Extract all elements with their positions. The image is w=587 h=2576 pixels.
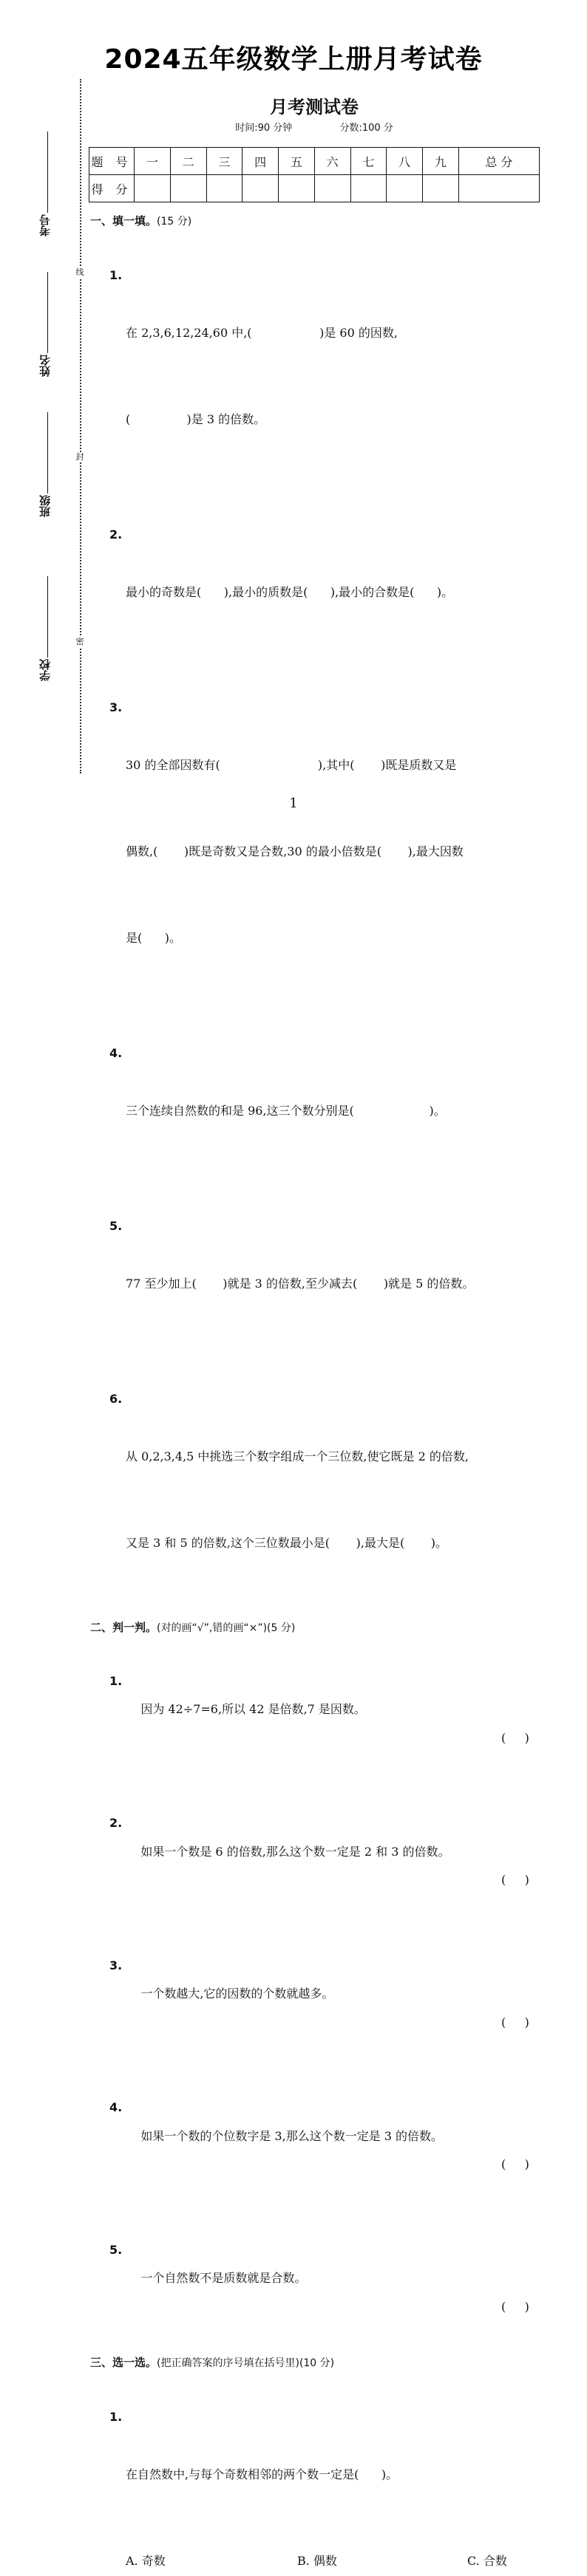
score-col-8: 八 bbox=[387, 148, 423, 175]
section-2-heading bbox=[90, 1616, 543, 1639]
question-number: 1. bbox=[109, 2409, 123, 2424]
choice-options bbox=[90, 2546, 543, 2576]
score-col-1: 一 bbox=[135, 148, 171, 175]
question-1-5 bbox=[90, 1183, 543, 1356]
score-table-header-row bbox=[89, 148, 540, 175]
field-label-exam-number: 考号 bbox=[38, 214, 52, 236]
score-input-7[interactable] bbox=[350, 175, 387, 202]
question-text: 如果一个数的个位数字是 3,那么这个数一定是 3 的倍数。 bbox=[140, 2128, 444, 2143]
score-table bbox=[89, 147, 540, 202]
answer-parentheses[interactable]: ( ) bbox=[501, 1730, 529, 1745]
judge-item-3 bbox=[90, 1923, 543, 2066]
option-b[interactable]: B. 偶数 bbox=[297, 2553, 337, 2568]
question-number: 3. bbox=[109, 1958, 123, 1972]
section-2-title: 二、判一判。 bbox=[90, 1621, 157, 1634]
question-text-cont: 又是 3 和 5 的倍数,这个三位数最小是( ),最大是( )。 bbox=[126, 1536, 448, 1550]
question-text: 77 至少加上( )就是 3 的倍数,至少减去( )就是 5 的倍数。 bbox=[126, 1277, 475, 1291]
question-number: 5. bbox=[109, 1219, 123, 1233]
question-text-cont: 偶数,( )既是奇数又是合数,30 的最小倍数是( ),最大因数 bbox=[126, 844, 464, 858]
answer-parentheses[interactable]: ( ) bbox=[501, 2299, 529, 2314]
score-col-4: 四 bbox=[242, 148, 279, 175]
score-col-7: 七 bbox=[350, 148, 387, 175]
score-cell-label: 题 号 bbox=[89, 148, 135, 175]
question-text: 最小的奇数是( ),最小的质数是( ),最小的合数是( )。 bbox=[126, 585, 454, 599]
score-input-1[interactable] bbox=[135, 175, 171, 202]
answer-parentheses[interactable]: ( ) bbox=[501, 2015, 529, 2029]
option-c[interactable]: C. 合数 bbox=[467, 2553, 507, 2568]
exam-meta bbox=[89, 120, 540, 134]
score-col-9: 九 bbox=[423, 148, 459, 175]
question-text: 因为 42÷7=6,所以 42 是倍数,7 是因数。 bbox=[140, 1702, 366, 1716]
question-text: 三个连续自然数的和是 96,这三个数分别是( )。 bbox=[126, 1104, 446, 1118]
score-col-total: 总 分 bbox=[458, 148, 539, 175]
score-col-2: 二 bbox=[170, 148, 206, 175]
question-number: 2. bbox=[109, 1816, 123, 1830]
exam-score: 分数:100 分 bbox=[339, 123, 393, 134]
question-text: 一个数越大,它的因数的个数就越多。 bbox=[140, 1986, 334, 2001]
score-input-total[interactable] bbox=[458, 175, 539, 202]
field-name[interactable] bbox=[15, 272, 74, 383]
field-underline bbox=[47, 412, 48, 493]
score-input-5[interactable] bbox=[279, 175, 315, 202]
score-input-9[interactable] bbox=[423, 175, 459, 202]
answer-parentheses[interactable]: ( ) bbox=[501, 1873, 529, 1887]
binding-dotted-line bbox=[80, 79, 81, 773]
question-text: 30 的全部因数有( ),其中( )既是质数又是 bbox=[126, 758, 457, 772]
question-number: 1. bbox=[109, 1673, 123, 1688]
question-1-3 bbox=[90, 664, 543, 1010]
answer-parentheses[interactable]: ( ) bbox=[501, 2157, 529, 2171]
field-label-school: 学校 bbox=[38, 659, 52, 681]
question-text: 在 2,3,6,12,24,60 中,( )是 60 的因数, bbox=[126, 326, 398, 340]
score-col-5: 五 bbox=[279, 148, 315, 175]
section-1-note: (15 分) bbox=[157, 216, 192, 228]
score-table-score-row bbox=[89, 175, 540, 202]
question-3-1 bbox=[90, 2374, 543, 2546]
question-text: 从 0,2,3,4,5 中挑选三个数字组成一个三位数,使它既是 2 的倍数, bbox=[126, 1449, 469, 1463]
score-input-2[interactable] bbox=[170, 175, 206, 202]
binding-mark-xian: 线 bbox=[74, 267, 86, 278]
question-1-2 bbox=[90, 491, 543, 664]
question-1-6 bbox=[90, 1356, 543, 1615]
option-a[interactable]: A. 奇数 bbox=[126, 2553, 166, 2568]
page-number: 1 bbox=[289, 796, 298, 811]
question-text-cont: 是( )。 bbox=[126, 931, 182, 945]
section-3-heading bbox=[90, 2351, 543, 2374]
judge-item-2 bbox=[90, 1781, 543, 1924]
exam-content bbox=[90, 210, 543, 2576]
question-1-1 bbox=[90, 232, 543, 491]
field-label-name: 姓名 bbox=[38, 355, 52, 377]
question-number: 3. bbox=[109, 700, 123, 714]
page-title: 2024五年级数学上册月考试卷 bbox=[104, 44, 483, 75]
judge-item-1 bbox=[90, 1639, 543, 1781]
field-underline bbox=[47, 131, 48, 213]
section-1-heading bbox=[90, 210, 543, 232]
score-col-6: 六 bbox=[314, 148, 350, 175]
field-exam-number[interactable] bbox=[15, 131, 74, 242]
score-col-3: 三 bbox=[206, 148, 242, 175]
judge-item-5 bbox=[90, 2207, 543, 2350]
question-1-4 bbox=[90, 1010, 543, 1183]
binding-mark-mi: 密 bbox=[74, 637, 86, 647]
score-input-8[interactable] bbox=[387, 175, 423, 202]
score-input-4[interactable] bbox=[242, 175, 279, 202]
question-number: 4. bbox=[109, 2100, 123, 2114]
field-school[interactable] bbox=[15, 576, 74, 687]
section-2-note: (对的画“√”,错的画“×”)(5 分) bbox=[157, 1622, 296, 1634]
question-number: 2. bbox=[109, 527, 123, 541]
field-underline bbox=[47, 576, 48, 657]
section-1-title: 一、填一填。 bbox=[90, 214, 157, 228]
score-input-6[interactable] bbox=[314, 175, 350, 202]
question-text: 如果一个数是 6 的倍数,那么这个数一定是 2 和 3 的倍数。 bbox=[140, 1844, 450, 1859]
question-text: 一个自然数不是质数就是合数。 bbox=[140, 2271, 307, 2285]
question-number: 4. bbox=[109, 1046, 123, 1060]
question-number: 5. bbox=[109, 2242, 123, 2257]
question-number: 1. bbox=[109, 268, 123, 282]
field-underline bbox=[47, 272, 48, 353]
field-label-class: 班级 bbox=[38, 495, 52, 517]
question-number: 6. bbox=[109, 1392, 123, 1406]
judge-item-4 bbox=[90, 2066, 543, 2208]
question-text-cont: ( )是 3 的倍数。 bbox=[126, 412, 266, 426]
section-3-title: 三、选一选。 bbox=[90, 2355, 157, 2369]
exam-subtitle: 月考测试卷 bbox=[270, 96, 359, 117]
score-row-label: 得 分 bbox=[89, 175, 135, 202]
binding-mark-feng: 封 bbox=[74, 452, 86, 462]
score-input-3[interactable] bbox=[206, 175, 242, 202]
exam-time: 时间:90 分钟 bbox=[235, 123, 293, 134]
field-class[interactable] bbox=[15, 412, 74, 523]
section-3-note: (把正确答案的序号填在括号里)(10 分) bbox=[157, 2357, 335, 2369]
question-text: 在自然数中,与每个奇数相邻的两个数一定是( )。 bbox=[126, 2467, 398, 2481]
